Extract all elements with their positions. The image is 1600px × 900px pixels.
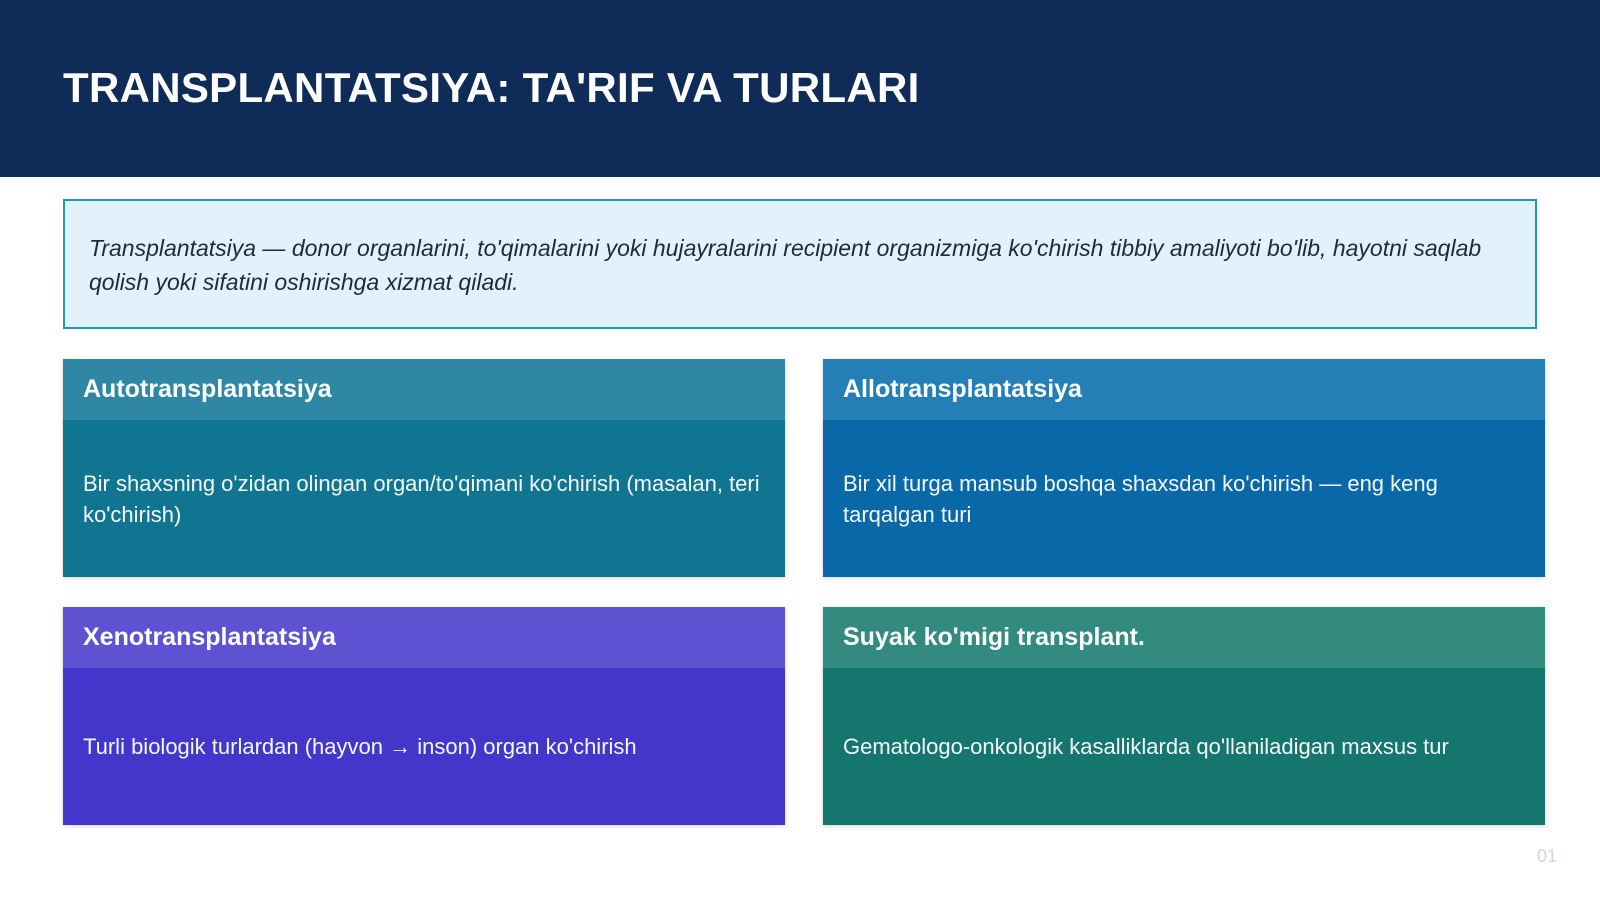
card-body	[823, 420, 1545, 577]
card-text: Bir xil turga mansub boshqa shaxsdan ko'chirish — eng keng tarqalgan turi	[843, 470, 1438, 527]
card-title: Suyak ko'migi transplant.	[823, 607, 1545, 668]
slide-title: TRANSPLANTATSIYA: TA'RIF VA TURLARI	[63, 64, 920, 111]
page-number: 01	[1536, 846, 1557, 866]
definition-box	[63, 199, 1537, 329]
card-title: Allotransplantatsiya	[823, 359, 1545, 420]
card-body	[63, 668, 785, 825]
card-title: Autotransplantatsiya	[63, 359, 785, 420]
card-xenotransplantation	[63, 607, 785, 825]
card-text: Turli biologik turlardan (hayvon → inson) organ ko'chirish	[83, 734, 637, 759]
card-body	[823, 668, 1545, 825]
card-title: Xenotransplantatsiya	[63, 607, 785, 668]
card-autotransplantation	[63, 359, 785, 577]
card-text: Gematologo-onkologik kasalliklarda qo'llaniladigan maxsus tur	[843, 734, 1449, 759]
card-text: Bir shaxsning o'zidan olingan organ/to'qimani ko'chirish (masalan, teri ko'chirish)	[83, 470, 760, 527]
card-allotransplantation	[823, 359, 1545, 577]
definition-text: Transplantatsiya — donor organlarini, to'qimalarini yoki hujayralarini recipient organizmiga ko'chirish tibbiy amaliyoti bo'lib, hayotni saqlab qolish yoki sifatini oshirishga xizmat qiladi.	[89, 235, 1482, 295]
card-bone-marrow-transplant	[823, 607, 1545, 825]
card-body	[63, 420, 785, 577]
title-bar	[0, 0, 1600, 177]
